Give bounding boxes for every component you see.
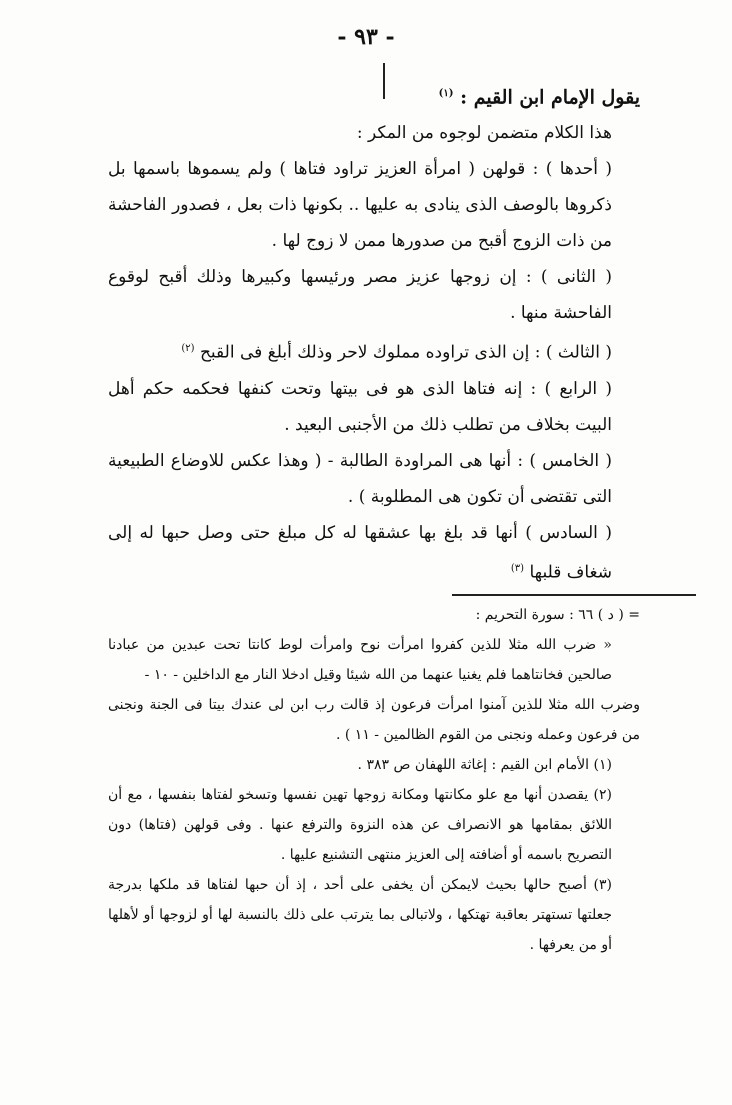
heading-text: يقول الإمام ابن القيم : bbox=[460, 86, 640, 109]
quran-quote: « ضرب الله مثلا للذين كفروا امرأت نوح وامرأت لوط كانتا تحت عبدين من عبادنا صالحين فخانتاهما فلم يغنيا عنهما من الله شيئا وقيل ادخلا النار مع الداخلين - ١٠ - bbox=[108, 637, 612, 683]
item-paragraph: ( الخامس ) : أنها هى المراودة الطالبة - ( وهذا عكس للاوضاع الطبيعية التى تقتضى أن تكون هى المطلوبة ) . bbox=[108, 450, 612, 507]
item-paragraph: ( الثانى ) : إن زوجها عزيز مصر ورئيسها وكبيرها وذلك أقبح لوقوع الفاحشة منها . bbox=[108, 267, 612, 324]
footnote-2: (٢) يقصدن أنها مع علو مكانتها ومكانة زوجها تهين نفسها وتسخو لفتاها بنفسها ، مع أن اللائق بمقامها هو الانصراف عن هذه النزوة والترفع عنها . وفى قولهن (فتاها) دون التصريح باسمه أو أضافته إلى العزيز منتهى التشنيع عليها . bbox=[108, 787, 612, 863]
footnote-ref-1: (١) bbox=[438, 88, 454, 99]
footnote-3: (٣) أصبح حالها بحيث لايمكن أن يخفى على أحد ، إذ أن حبها لفتاها قد ملكها بدرجة جعلتها تستهتر بعاقبة تهتكها ، ولاتبالى بما يترتب على ذلك بالنسبة لها أو لزوجها أو لأهلها أو من يعرفها . bbox=[108, 877, 612, 953]
item-paragraph bbox=[108, 515, 640, 591]
footnotes bbox=[108, 600, 640, 960]
footnote-source bbox=[108, 600, 640, 630]
item-paragraph: ( الرابع ) : إنه فتاها الذى هو فى بيتها وتحت كنفها فحكمه حكم أهل البيت بخلاف من تطلب ذلك من الأجنبى البعيد . bbox=[108, 378, 612, 435]
item-paragraph: ( أحدها ) : قولهن ( امرأة العزيز تراود فتاها ) ولم يسموها باسمها بل ذكروها بالوصف الذى ينادى به عليها .. بكونها ذات بعل ، فصدور الفاحشة من ذات الزوج أقبح من صدورها ممن لا زوج لها . bbox=[108, 159, 612, 252]
footnote-source-text: ( د ) ٦٦ : سورة التحريم : bbox=[475, 607, 624, 623]
footnote-ref-2: (٢) bbox=[181, 343, 195, 355]
item-text: ( الثالث ) : إن الذى تراوده مملوك لاحر وذلك أبلغ فى القبح bbox=[199, 342, 612, 363]
item-paragraph bbox=[108, 331, 640, 371]
footnote-separator bbox=[452, 594, 696, 596]
footnote-ref-3: (٣) bbox=[510, 562, 525, 574]
main-text bbox=[108, 76, 640, 591]
page-number: - ٩٣ - bbox=[337, 24, 395, 50]
section-heading bbox=[108, 76, 640, 115]
item-text: ( السادس ) أنها قد بلغ بها عشقها له كل مبلغ حتى وصل حبها له إلى شغاف قلبها bbox=[108, 522, 612, 583]
footnote-1: (١) الأمام ابن القيم : إغاثة اللهفان ص ٣٨٣ . bbox=[357, 757, 612, 773]
footnote-marker: = bbox=[628, 607, 640, 623]
intro-paragraph: هذا الكلام متضمن لوجوه من المكر : bbox=[356, 123, 612, 144]
quran-quote: وضرب الله مثلا للذين آمنوا امرأت فرعون إذ قالت رب ابن لى عندك بيتا فى الجنة ونجنى من فرعون وعمله ونجنى من القوم الظالمين - ١١ ) . bbox=[108, 697, 640, 743]
